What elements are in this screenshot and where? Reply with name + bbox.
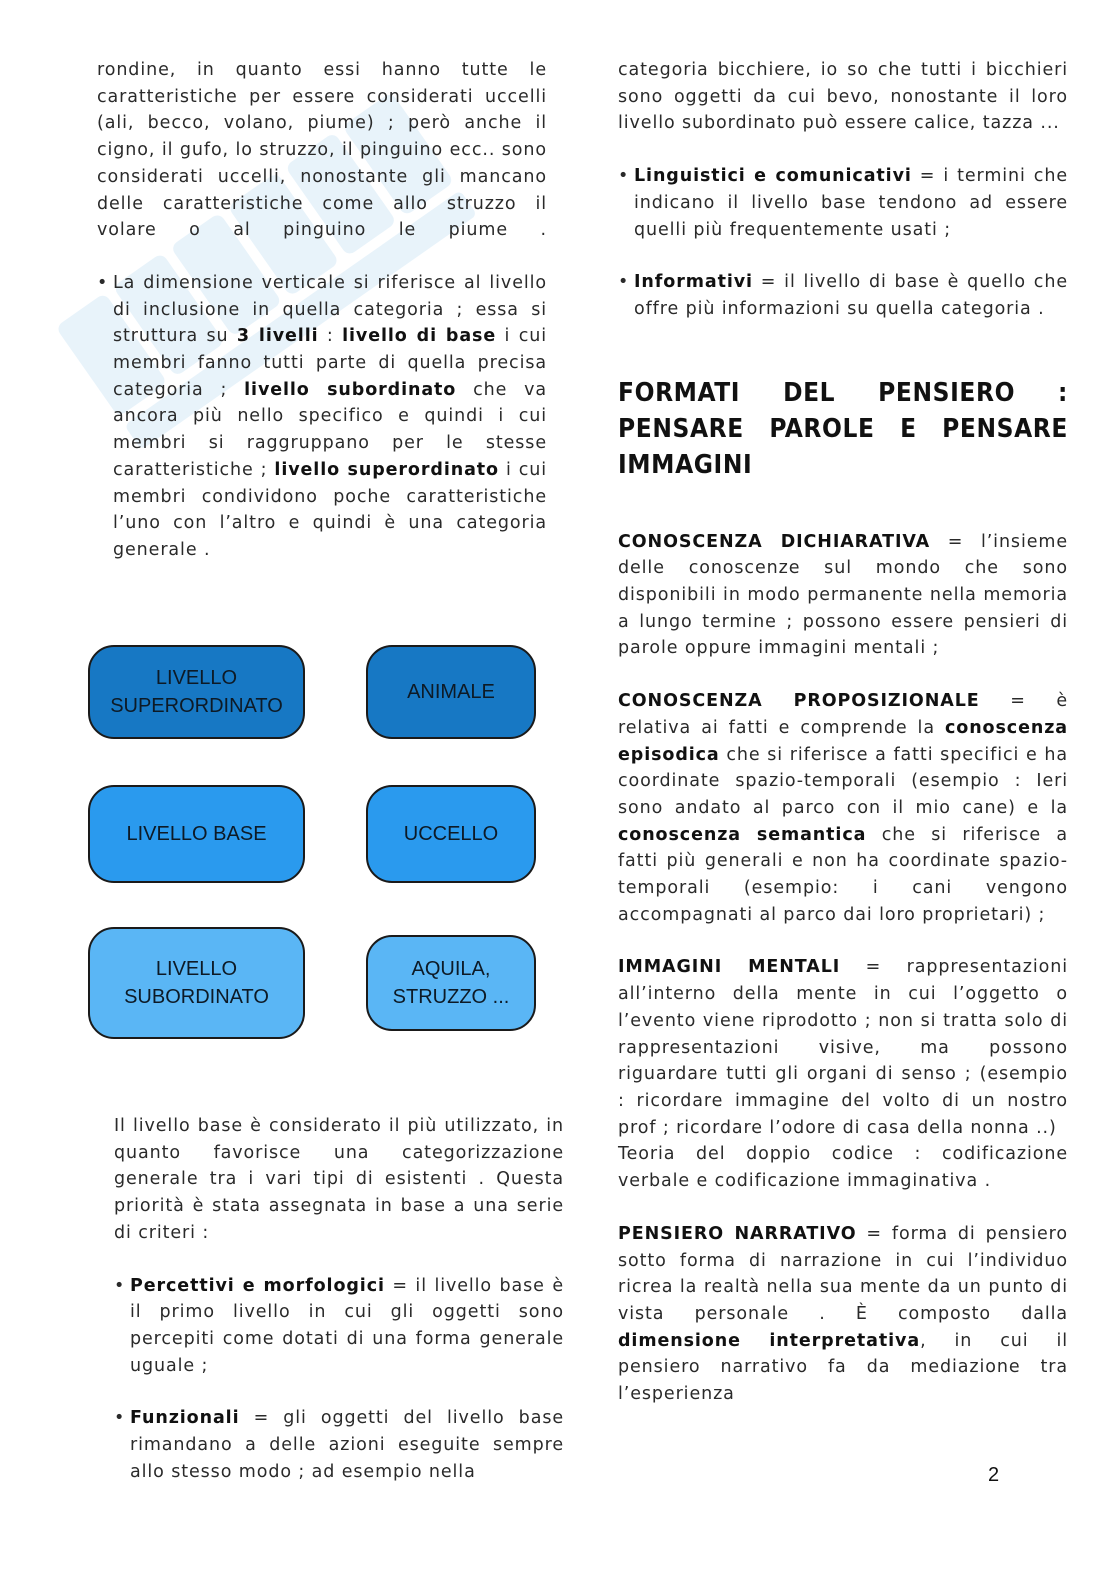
page-number: 2 [988, 1464, 1000, 1486]
bullet-funzionali: • Funzionali = gli oggetti del livello base rimandano a delle azioni eseguite sempre allo stesso modo ; ad esempio nella [114, 1405, 564, 1485]
paragraph-uccelli: rondine, in quanto essi hanno tutte le caratteristiche per essere considerati uccelli (ali, becco, volano, piume) ; però anche il cigno, il gufo, lo struzzo, il pinguino ecc.. sono considerati uccelli, nonostante gli mancano delle caratteristiche come allo struzzo il volare o al pinguino le piume . [97, 60, 547, 241]
box-uccello: UCCELLO [366, 785, 536, 883]
left-column-bottom [114, 1113, 564, 1485]
paragraph-immagini-mentali: IMMAGINI MENTALI = rappresentazioni all’interno della mente in cui l’oggetto o l’evento viene riprodotto ; non si tratta solo di rappresentazioni visive, ma possono riguardare tutti gli organi di senso ; (esempio : ricordare immagine del volto di un nostro prof ; ricordare l’odore di casa della nonna ..) [618, 957, 1068, 1138]
box-animale: ANIMALE [366, 645, 536, 739]
paragraph-conoscenza-dichiarativa: CONOSCENZA DICHIARATIVA = l’insieme delle conoscenze sul mondo che sono disponibili in modo permanente nella memoria a lungo termine ; possono essere pensieri di parole oppure immagini mentali ; [618, 531, 1068, 659]
paragraph-pensiero-narrativo: PENSIERO NARRATIVO = forma di pensiero sotto forma di narrazione in cui l’individuo ricrea la realtà nella sua mente da un punto di vista personale . È composto dalla dimensione interpretativa, in cui il pensiero narrativo fa da mediazione tra l’esperienza [618, 1223, 1069, 1405]
box-aquila-struzzo: AQUILA, STRUZZO ... [366, 935, 536, 1031]
bullet-linguistici: • Linguistici e comunicativi = i termini che indicano il livello base tendono ad essere quelli più frequentemente usati ; [618, 163, 1068, 243]
paragraph-bicchiere: categoria bicchiere, io so che tutti i bicchieri sono oggetti da cui bevo, nonostante il loro livello subordinato può essere calice, tazza ... [618, 60, 1068, 134]
right-column [618, 57, 1068, 1408]
bullet-percettivi: • Percettivi e morfologici = il livello base è il primo livello in cui gli oggetti sono percepiti come dotati di una forma generale uguale ; [114, 1273, 564, 1380]
box-livello-base: LIVELLO BASE [88, 785, 305, 883]
left-column-top [97, 57, 547, 564]
box-livello-superordinato: LIVELLO SUPERORDINATO [88, 645, 305, 739]
bullet-dimensione-verticale: • La dimensione verticale si riferisce al livello di inclusione in quella categoria ; essa si struttura su 3 livelli : livello di base i cui membri fanno tutti parte di quella precisa categoria ; livello subordinato che va ancora più nello specifico e quindi i cui membri si raggruppano per le stesse caratteristiche ; livello superordinato i cui membri condividono poche caratteristiche l’uno con l’altro e quindi è una categoria generale . [97, 270, 547, 564]
paragraph-livello-base: Il livello base è considerato il più utilizzato, in quanto favorisce una categorizzazione generale tra i vari tipi di esistenti . Questa priorità è stata assegnata in base a una serie di criteri : [114, 1116, 564, 1243]
box-livello-subordinato: LIVELLO SUBORDINATO [88, 927, 305, 1039]
paragraph-teoria-doppio-codice: Teoria del doppio codice : codificazione verbale e codificazione immaginativa . [618, 1144, 1068, 1192]
section-title: FORMATI DEL PENSIERO : PENSARE PAROLE E PENSARE IMMAGINI [618, 377, 1068, 480]
paragraph-conoscenza-proposizionale: CONOSCENZA PROPOSIZIONALE = è relativa ai fatti e comprende la conoscenza episodica che si riferisce a fatti specifici e ha coordinate spazio-temporali (esempio : Ieri sono andato al parco con il mio cane) e la conoscenza semantica che si riferisce a fatti più generali e non ha coordinate spazio-temporali (esempio: i cani vengono accompagnati al parco dai loro proprietari) ; [618, 691, 1069, 925]
bullet-informativi: • Informativi = il livello di base è quello che offre più informazioni su quella categoria . [618, 269, 1068, 322]
